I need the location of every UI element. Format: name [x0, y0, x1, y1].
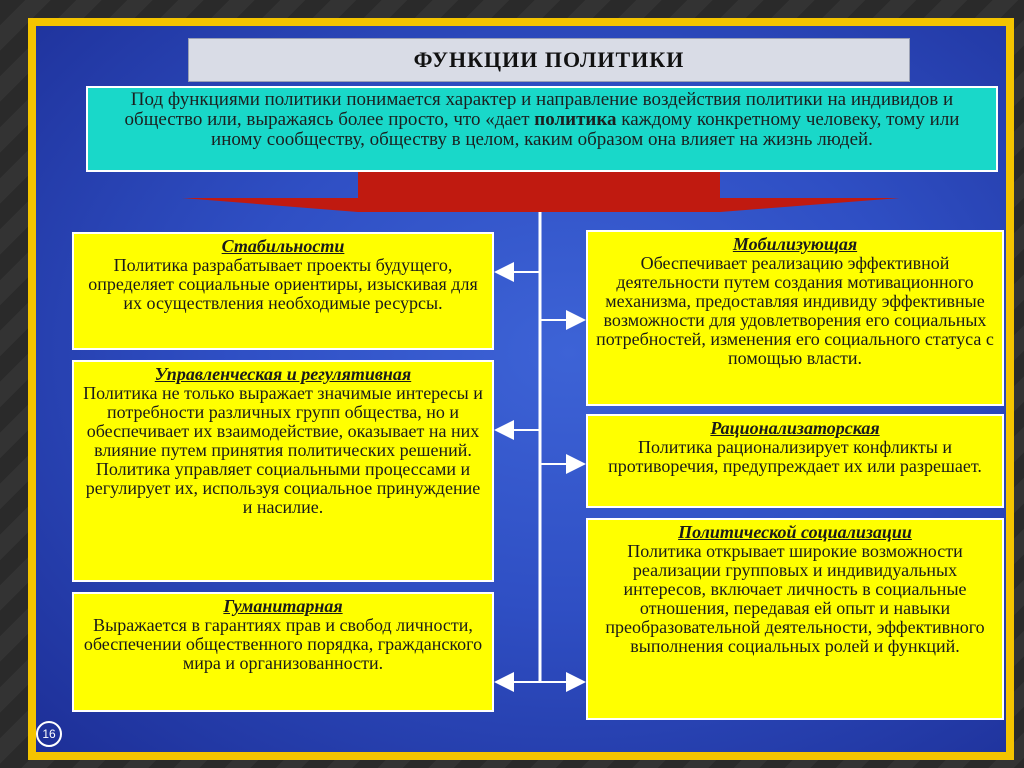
- function-card-management: [72, 360, 494, 582]
- function-text: Политика рационализирует конфликты и противоречия, предупреждает их или разрешает.: [608, 437, 982, 476]
- function-card-stability: [72, 232, 494, 350]
- function-text: Обеспечивает реализацию эффективной деятельности путем создания мотивационного механизма, предоставляя индивиду эффективные возможности для удовлетворения его социальных потребностей, изменения его социального статуса с помощью власти.: [596, 253, 994, 368]
- function-heading: Мобилизующая: [732, 234, 858, 254]
- function-text: Политика разрабатывает проекты будущего, определяет социальные ориентиры, изыскивая для их осуществления необходимые ресурсы.: [88, 255, 478, 313]
- function-text: Политика открывает широкие возможности реализации групповых и индивидуальных интересов, включает личность в социальные отношения, передавая ей опыт и навыки преобразовательной деятельности, эффективного выполнения социальных ролей и функций.: [605, 541, 985, 656]
- function-card-mobilizing: [586, 230, 1004, 406]
- function-heading: Гуманитарная: [223, 596, 343, 616]
- function-text: Выражается в гарантиях прав и свобод личности, обеспечении общественного порядка, гражданского мира и организованности.: [83, 615, 483, 673]
- function-card-rationalizing: [586, 414, 1004, 508]
- definition-text-part2: каждому конкретному человеку, тому или иному сообществу, обществу в целом, каким образом она влияет на жизнь людей.: [211, 109, 960, 150]
- function-card-humanitarian: [72, 592, 494, 712]
- definition-bold-word: политика: [534, 109, 617, 130]
- page-title: ФУНКЦИИ ПОЛИТИКИ: [188, 38, 910, 82]
- function-heading: Управленческая и регулятивная: [154, 364, 412, 384]
- function-card-socialization: [586, 518, 1004, 720]
- red-wedge: [182, 198, 900, 212]
- definition-text-part1: Под функциями политики понимается характер и направление воздействия политики на индивидов и общество или, выражаясь более просто, что «дает: [124, 89, 954, 130]
- function-heading: Стабильности: [221, 236, 345, 256]
- page-number-badge: 16: [36, 721, 62, 747]
- function-heading: Рационализаторская: [710, 418, 880, 438]
- function-text: Политика не только выражает значимые интересы и потребности различных групп общества, но и обеспечивает их взаимодействие, оказывает на них влияние путем принятия политических решений. Политика управляет социальными процессами и регулирует их, используя социальное принуждение и насилие.: [83, 383, 483, 517]
- function-heading: Политической социализации: [678, 522, 912, 542]
